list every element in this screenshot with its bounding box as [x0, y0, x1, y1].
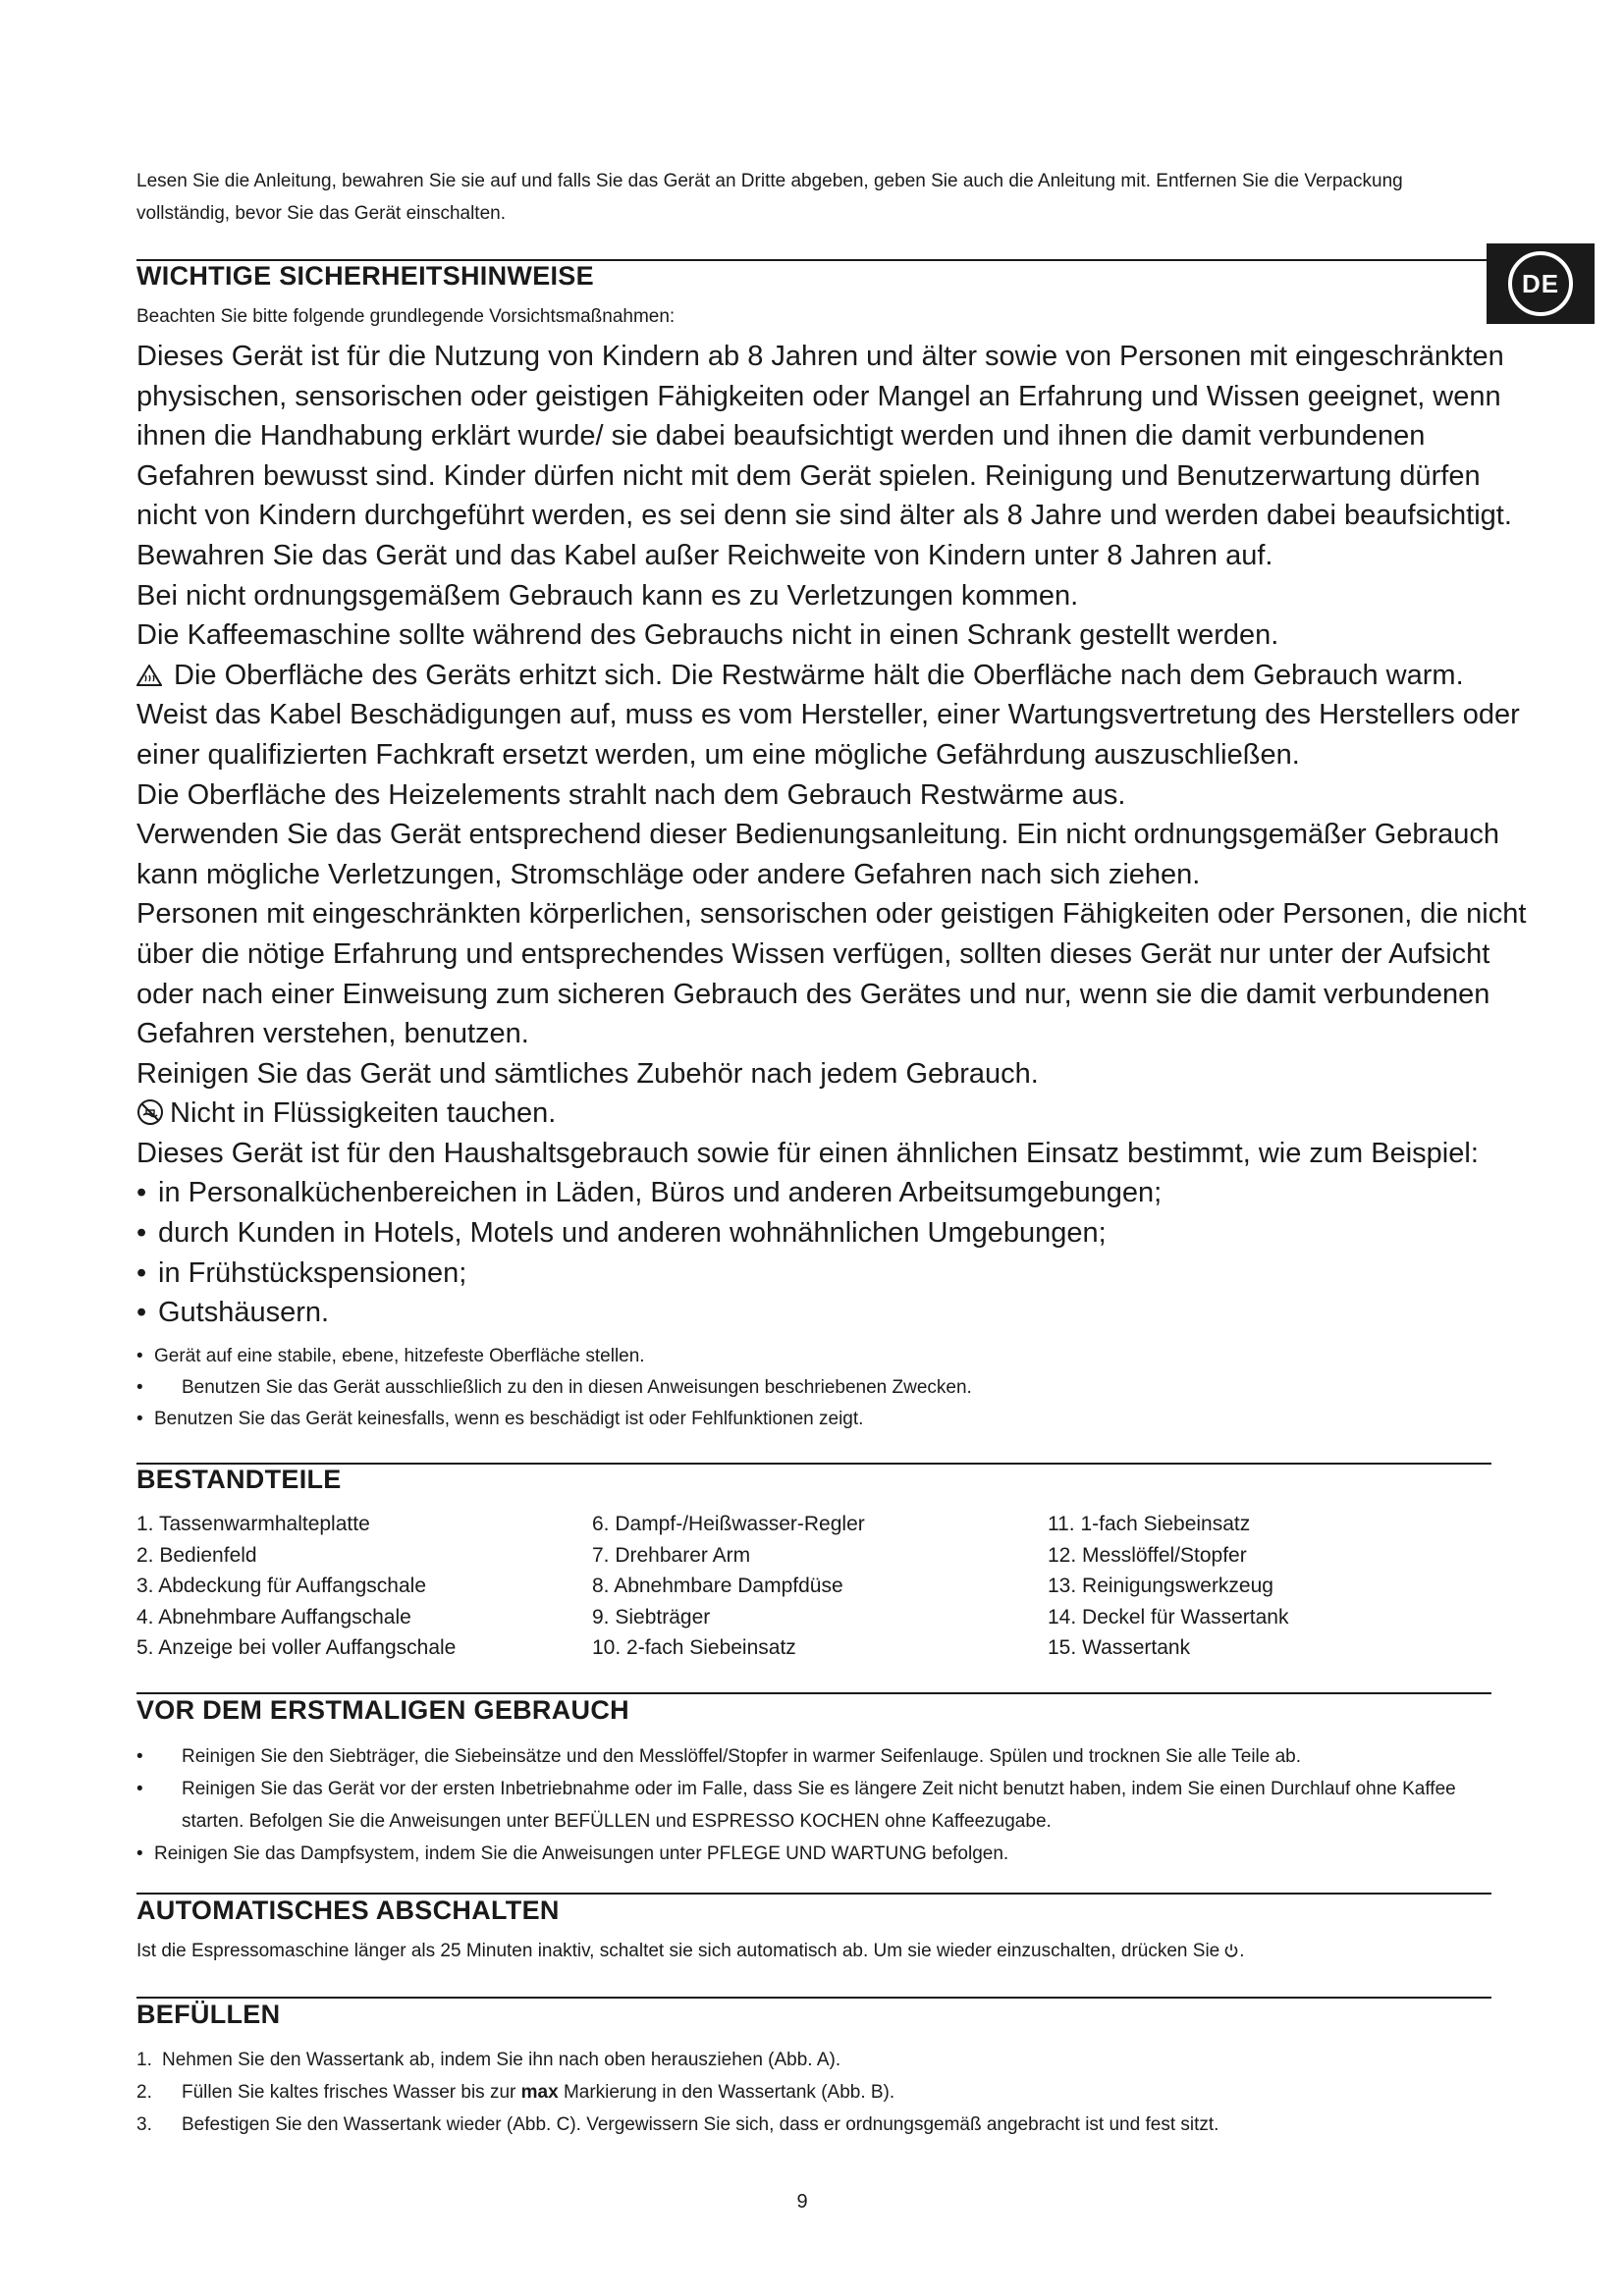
filling-list [136, 2044, 1511, 2141]
divider [136, 1692, 1491, 1694]
small-bullet-item: • Benutzen Sie das Gerät ausschließlich zu den in diesen Anweisungen beschriebenen Zwecken. [136, 1377, 972, 1398]
filling-item-text: Füllen Sie kaltes frisches Wasser bis zur [182, 2082, 521, 2103]
filling-item-number: 3. [136, 2114, 152, 2135]
intro-text: Lesen Sie die Anleitung, bewahren Sie sie auf und falls Sie das Gerät an Dritte abgeben, geben Sie auch die Anleitung mit. Entfernen Sie die Verpackung vollständig, bevor Sie das Gerät einschalten. [136, 171, 1403, 224]
parts-column-2 [592, 1509, 1004, 1664]
filling-item-number: 2. [136, 2082, 152, 2103]
big-bullet-item: • Gutshäusern. [136, 1293, 1531, 1333]
part-item: 5. Anzeige bei voller Auffangschale [136, 1636, 457, 1659]
part-item: 14. Deckel für Wassertank [1048, 1605, 1289, 1629]
auto-off-period: . [1239, 1941, 1245, 1961]
part-item: 15. Wassertank [1048, 1636, 1191, 1659]
first-use-item: • Reinigen Sie den Siebträger, die Siebeinsätze und den Messlöffel/Stopfer in warmer Seifenlauge. Spülen und trocknen Sie alle Teile ab. [136, 1746, 1302, 1767]
small-bullet-item: • Gerät auf eine stabile, ebene, hitzefeste Oberfläche stellen. [136, 1346, 645, 1366]
part-item: 8. Abnehmbare Dampfdüse [592, 1575, 843, 1597]
safety-paragraph-no-immersion [136, 1094, 1531, 1134]
safety-heading: WICHTIGE SICHERHEITSHINWEISE [136, 261, 594, 291]
part-item: 4. Abnehmbare Auffangschale [136, 1605, 411, 1629]
first-use-item: • Reinigen Sie das Dampfsystem, indem Sie die Anweisungen unter PFLEGE UND WARTUNG befolgen. [136, 1843, 1009, 1864]
big-bullet-item: • in Frühstückspensionen; [136, 1254, 1531, 1294]
safety-paragraph-text: Die Oberfläche des Geräts erhitzt sich. Die Restwärme hält die Oberfläche nach dem Gebrauch warm. [174, 659, 1464, 691]
safety-paragraph: Dieses Gerät ist für die Nutzung von Kindern ab 8 Jahren und älter sowie von Personen mit eingeschränkten physischen, sensorischen oder geistigen Fähigkeiten oder Mangel an Erfahrung und Wissen geeignet, wenn ihnen die Handhabung erklärt wurde/ sie dabei beaufsichtigt werden und ihnen die damit verbundenen Gefahren bewusst sind. Kinder dürfen nicht mit dem Gerät spielen. Reinigung und Benutzerwartung dürfen nicht von Kindern durchgeführt werden, es sei denn sie sind älter als 8 Jahre und werden dabei beaufsichtigt. [136, 341, 1512, 532]
filling-item-text: Befestigen Sie den Wassertank wieder (Abb. C). Vergewissern Sie sich, dass er ordnungsgemäß angebracht ist und fest sitzt. [182, 2114, 1219, 2135]
max-keyword: max [520, 2082, 559, 2103]
safety-paragraph: Personen mit eingeschränkten körperlichen, sensorischen oder geistigen Fähigkeiten oder Personen, die nicht über die nötige Erfahrung und entsprechendes Wissen verfügen, sollten dieses Gerät nur unter der Aufsicht oder nach einer Einweisung zum sicheren Gebrauch des Gerätes und nur, wenn sie die damit verbundenen Gefahren verstehen, benutzen. [136, 898, 1527, 1050]
safety-paragraph: Bewahren Sie das Gerät und das Kabel außer Reichweite von Kindern unter 8 Jahren auf. [136, 539, 1273, 571]
language-code: DE [1521, 268, 1560, 298]
first-use-item: • Reinigen Sie das Gerät vor der ersten Inbetriebnahme oder im Falle, dass Sie es längere Zeit nicht benutzt haben, indem Sie einen Durchlauf ohne Kaffee starten. Befolgen Sie die Anweisungen unter BEFÜLLEN und ESPRESSO KOCHEN ohne Kaffeezugabe. [136, 1779, 1456, 1832]
part-item: 6. Dampf-/Heißwasser-Regler [592, 1513, 865, 1535]
small-bullet-text: Gerät auf eine stabile, ebene, hitzefeste Oberfläche stellen. [154, 1346, 645, 1366]
filling-item-number: 1. [136, 2050, 152, 2070]
auto-off-heading: AUTOMATISCHES ABSCHALTEN [136, 1896, 560, 1925]
small-bullet-item: • Benutzen Sie das Gerät keinesfalls, wenn es beschädigt ist oder Fehlfunktionen zeigt. [136, 1409, 864, 1429]
safety-body [136, 337, 1531, 1333]
safety-paragraph: Weist das Kabel Beschädigungen auf, muss es vom Hersteller, einer Wartungsvertretung des Herstellers oder einer qualifizierten Fachkraft ersetzt werden, um eine mögliche Gefährdung auszuschließen. [136, 699, 1520, 771]
first-use-heading: VOR DEM ERSTMALIGEN GEBRAUCH [136, 1695, 629, 1725]
part-item: 13. Reinigungswerkzeug [1048, 1575, 1273, 1597]
part-item: 11. 1-fach Siebeinsatz [1048, 1513, 1251, 1535]
first-use-item-text: Reinigen Sie das Dampfsystem, indem Sie die Anweisungen unter PFLEGE UND WARTUNG befolgen. [154, 1843, 1009, 1864]
small-bullet-text: Benutzen Sie das Gerät keinesfalls, wenn es beschädigt ist oder Fehlfunktionen zeigt. [154, 1409, 864, 1429]
parts-column-1 [136, 1509, 549, 1664]
power-icon [1223, 1943, 1239, 1958]
filling-item [136, 2044, 1511, 2076]
filling-item-text: Markierung in den Wassertank (Abb. B). [558, 2082, 895, 2103]
auto-off-text [136, 1941, 1511, 1962]
page-number: 9 [796, 2191, 808, 2213]
filling-item [136, 2109, 1511, 2141]
safety-paragraph: Bei nicht ordnungsgemäßem Gebrauch kann es zu Verletzungen kommen. [136, 579, 1079, 612]
part-item: 12. Messlöffel/Stopfer [1048, 1543, 1247, 1567]
safety-paragraph: Die Kaffeemaschine sollte während des Gebrauchs nicht in einen Schrank gestellt werden. [136, 619, 1279, 652]
divider [136, 1893, 1491, 1895]
part-item: 1. Tassenwarmhalteplatte [136, 1513, 370, 1535]
part-item: 3. Abdeckung für Auffangschale [136, 1575, 427, 1597]
part-item: 9. Siebträger [592, 1605, 711, 1629]
badge-ring [1508, 251, 1573, 316]
safety-paragraph-text: Nicht in Flüssigkeiten tauchen. [170, 1097, 557, 1130]
parts-heading: BESTANDTEILE [136, 1465, 342, 1494]
big-bullet-item: • in Personalküchenbereichen in Läden, Büros und anderen Arbeitsumgebungen; [136, 1173, 1531, 1213]
part-item: 7. Drehbarer Arm [592, 1543, 751, 1567]
first-use-item-text: Reinigen Sie das Gerät vor der ersten Inbetriebnahme oder im Falle, dass Sie es längere Zeit nicht benutzt haben, indem Sie einen Durchlauf ohne Kaffee starten. Befolgen Sie die Anweisungen unter BEFÜLLEN und ESPRESSO KOCHEN ohne Kaffeezugabe. [182, 1779, 1456, 1832]
language-badge [1487, 243, 1595, 324]
small-bullet-text: Benutzen Sie das Gerät ausschließlich zu den in diesen Anweisungen beschriebenen Zwecken. [182, 1377, 972, 1398]
big-bullet-item: • durch Kunden in Hotels, Motels und anderen wohnähnlichen Umgebungen; [136, 1213, 1531, 1254]
auto-off-sentence: Ist die Espressomaschine länger als 25 Minuten inaktiv, schaltet sie sich automatisch ab. Um sie wieder einzuschalten, drücken Sie [136, 1941, 1220, 1961]
filling-heading: BEFÜLLEN [136, 2000, 281, 2029]
small-bullets [136, 1341, 1531, 1435]
parts-column-3 [1048, 1509, 1460, 1664]
filling-item-text: Nehmen Sie den Wassertank ab, indem Sie ihn nach oben herausziehen (Abb. A). [162, 2050, 841, 2070]
no-immersion-icon [136, 1098, 164, 1126]
part-item: 2. Bedienfeld [136, 1543, 257, 1567]
safety-paragraph: Die Oberfläche des Heizelements strahlt nach dem Gebrauch Restwärme aus. [136, 778, 1126, 811]
part-item: 10. 2-fach Siebeinsatz [592, 1636, 796, 1659]
hot-surface-warning-icon [136, 665, 162, 686]
safety-paragraph: Verwenden Sie das Gerät entsprechend dieser Bedienungsanleitung. Ein nicht ordnungsgemäßer Gebrauch kann mögliche Verletzungen, Stromschläge oder andere Gefahren nach sich ziehen. [136, 819, 1500, 890]
safety-paragraph: Reinigen Sie das Gerät und sämtliches Zubehör nach jedem Gebrauch. [136, 1057, 1039, 1090]
divider [136, 1997, 1491, 1999]
safety-subtitle: Beachten Sie bitte folgende grundlegende Vorsichtsmaßnahmen: [136, 306, 676, 327]
first-use-item-text: Reinigen Sie den Siebträger, die Siebeinsätze und den Messlöffel/Stopfer in warmer Seifenlauge. Spülen und trocknen Sie alle Teile ab. [182, 1746, 1302, 1767]
safety-paragraph-hot-surface [136, 656, 1531, 696]
first-use-list [136, 1740, 1511, 1870]
safety-paragraph: Dieses Gerät ist für den Haushaltsgebrauch sowie für einen ähnlichen Einsatz bestimmt, wie zum Beispiel: [136, 1137, 1479, 1169]
filling-item [136, 2076, 1511, 2109]
